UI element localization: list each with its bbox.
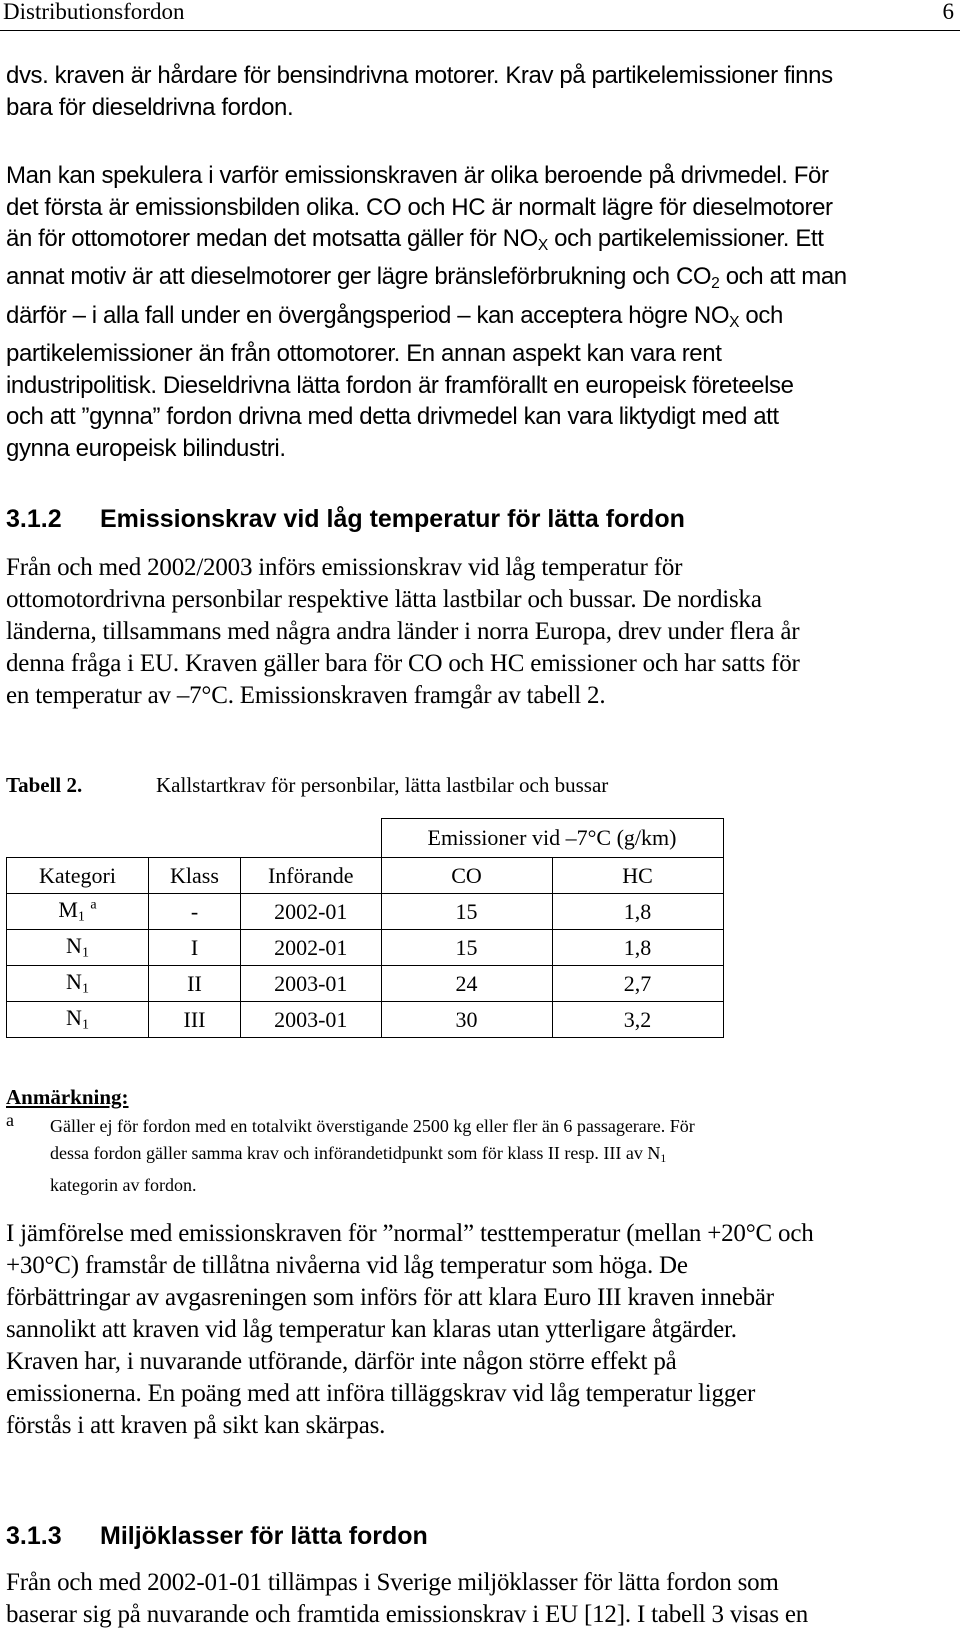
note-title: Anmärkning:	[6, 1085, 129, 1109]
cell-hc: 1,8	[552, 894, 723, 930]
text-span: och	[739, 301, 783, 329]
text-line: det första är emissionsbilden olika. CO och HC är normalt lägre för dieselmotorer	[6, 193, 833, 221]
cell-klass: II	[149, 966, 241, 1002]
cell-inforande: 2003-01	[241, 1002, 382, 1038]
text-line: gynna europeisk bilindustri.	[6, 434, 286, 462]
blank-cell	[7, 819, 149, 858]
text-span: och partikelemissioner. Ett	[547, 225, 824, 252]
table-caption	[6, 773, 608, 798]
header-title: Distributionsfordon	[3, 0, 185, 24]
heading-text: Miljöklasser för lätta fordon	[100, 1522, 428, 1550]
column-header: CO	[381, 858, 552, 894]
note-marker: a	[6, 1110, 14, 1130]
text-line: emissionerna. En poäng med att införa tilläggskrav vid låg temperatur ligger	[6, 1380, 756, 1407]
cat-text: M	[58, 897, 78, 923]
blank-cell	[241, 819, 382, 858]
text-line: Från och med 2002-01-01 tillämpas i Sverige miljöklasser för lätta fordon som	[6, 1569, 779, 1596]
paragraph-3	[6, 552, 950, 712]
paragraph-4	[6, 1218, 950, 1442]
cat-sup: a	[90, 897, 97, 913]
cat-sub: 1	[81, 945, 89, 961]
text-line: denna fråga i EU. Kraven gäller bara för CO och HC emissioner och har satts för	[6, 650, 800, 677]
heading-number: 3.1.3	[6, 1522, 62, 1550]
cat-sub: 1	[77, 909, 85, 925]
text-line: partikelemissioner än från ottomotorer. En annan aspekt kan vara rent	[6, 340, 722, 368]
cell-inforande: 2002-01	[241, 894, 382, 930]
text-line: förbättringar av avgasreningen som införs för att klara Euro III kraven innebär	[6, 1284, 774, 1311]
text-span: än för ottomotorer medan det motsatta gäller för NO	[6, 225, 538, 252]
cell-co: 15	[381, 930, 552, 966]
text-line	[6, 261, 950, 299]
column-header: Införande	[241, 858, 382, 894]
text-line: länderna, tillsammans med några andra länder i norra Europa, drev under flera år	[6, 618, 800, 645]
table-row	[7, 966, 724, 1002]
table-row	[7, 930, 724, 966]
cell-co: 15	[381, 894, 552, 930]
group-header: Emissioner vid –7°C (g/km)	[381, 819, 723, 858]
table-row	[7, 894, 724, 930]
table-caption-text: Kallstartkrav för personbilar, lätta lastbilar och bussar	[156, 773, 609, 797]
subscript: 2	[711, 275, 720, 293]
column-header: Klass	[149, 858, 241, 894]
cell-kategori	[7, 1002, 149, 1038]
page-number: 6	[942, 0, 954, 24]
cell-kategori	[7, 966, 149, 1002]
text-line: Kraven har, i nuvarande utförande, därför inte någon större effekt på	[6, 1348, 677, 1375]
text-line: bara för dieseldrivna fordon.	[6, 93, 294, 121]
text-span: annat motiv är att dieselmotorer ger lägre bränsleförbrukning och CO	[6, 263, 712, 291]
cell-klass: -	[149, 894, 241, 930]
subscript: X	[537, 236, 548, 254]
text-line: en temperatur av –7°C. Emissionskraven framgår av tabell 2.	[6, 682, 606, 709]
cell-klass: I	[149, 930, 241, 966]
table-row	[7, 1002, 724, 1038]
blank-cell	[149, 819, 241, 858]
heading-text: Emissionskrav vid låg temperatur för lätta fordon	[100, 505, 685, 533]
section-heading-312	[6, 505, 685, 534]
cell-hc: 2,7	[552, 966, 723, 1002]
paragraph-1	[6, 60, 950, 123]
text-line: +30°C) framstår de tillåtna nivåerna vid låg temperatur som höga. De	[6, 1252, 688, 1279]
cell-klass: III	[149, 1002, 241, 1038]
table-header-row	[7, 858, 724, 894]
text-span: dessa fordon gäller samma krav och införandetidpunkt som för klass II resp. III av N	[50, 1143, 661, 1163]
cat-text: N	[66, 1005, 82, 1031]
text-line: I jämförelse med emissionskraven för ”normal” testtemperatur (mellan +20°C och	[6, 1220, 814, 1247]
section-heading-313	[6, 1522, 428, 1551]
cell-hc: 1,8	[552, 930, 723, 966]
paragraph-5	[6, 1567, 950, 1631]
emissions-table	[6, 818, 724, 1038]
cell-hc: 3,2	[552, 1002, 723, 1038]
text-line: ottomotordrivna personbilar respektive lätta lastbilar och bussar. De nordiska	[6, 586, 762, 613]
column-header: Kategori	[7, 858, 149, 894]
table-label: Tabell 2.	[6, 773, 83, 797]
text-line: industripolitisk. Dieseldrivna lätta fordon är framförallt en europeisk företeelse	[6, 371, 794, 399]
note-line: Gäller ej för fordon med en totalvikt överstigande 2500 kg eller fler än 6 passagerare. För	[50, 1116, 695, 1136]
text-span: och att man	[719, 263, 847, 291]
cat-text: N	[66, 933, 82, 959]
column-header: HC	[552, 858, 723, 894]
text-line: och att ”gynna” fordon drivna med detta drivmedel kan vara liktydigt med att	[6, 403, 779, 431]
cell-kategori	[7, 930, 149, 966]
cell-co: 24	[381, 966, 552, 1002]
cat-sub: 1	[81, 1017, 89, 1033]
note-line: kategorin av fordon.	[50, 1174, 197, 1195]
text-line: förstås i att kraven på sikt kan skärpas.	[6, 1412, 386, 1439]
page-header	[0, 0, 960, 31]
subscript: X	[729, 313, 740, 331]
text-line	[6, 300, 950, 338]
heading-number: 3.1.2	[6, 505, 62, 533]
cell-co: 30	[381, 1002, 552, 1038]
text-line: dvs. kraven är hårdare för bensindrivna motorer. Krav på partikelemissioner finns	[6, 62, 833, 89]
text-line: Man kan spekulera i varför emissionskraven är olika beroende på drivmedel. För	[6, 162, 829, 189]
cat-sub: 1	[81, 981, 89, 997]
cell-inforande: 2002-01	[241, 930, 382, 966]
text-line: baserar sig på nuvarande och framtida emissionskrav i EU [12]. I tabell 3 visas en	[6, 1601, 809, 1628]
table-note	[6, 1110, 936, 1199]
subscript: 1	[660, 1151, 667, 1165]
text-line	[6, 223, 950, 261]
cell-inforande: 2003-01	[241, 966, 382, 1002]
text-line: Från och med 2002/2003 införs emissionskrav vid låg temperatur för	[6, 554, 683, 581]
table-group-header-row	[7, 819, 724, 858]
cell-kategori	[7, 894, 149, 930]
note-line	[50, 1140, 936, 1172]
text-span: därför – i alla fall under en övergångsperiod – kan acceptera högre NO	[6, 301, 730, 329]
paragraph-2	[6, 160, 950, 464]
cat-text: N	[66, 969, 82, 995]
text-line: sannolikt att kraven vid låg temperatur kan klaras utan ytterligare åtgärder.	[6, 1316, 737, 1343]
